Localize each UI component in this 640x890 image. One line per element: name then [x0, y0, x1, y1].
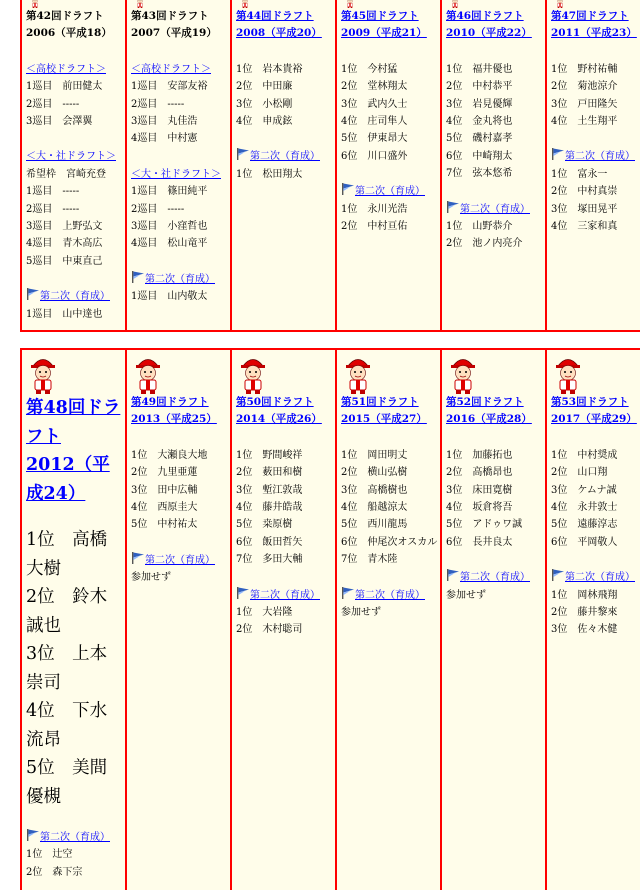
- flag-icon: [236, 587, 250, 599]
- pick-entry: 4位 坂倉将吾: [446, 502, 513, 514]
- draft-title[interactable]: 第50回ドラフト: [236, 396, 314, 408]
- pick-entry: 2位 中田廉: [236, 81, 293, 93]
- pick-entry: 3位 佐々木健: [551, 624, 618, 636]
- pick-entry: 1位 加藤拓也: [446, 449, 513, 461]
- draft-section: [236, 61, 332, 131]
- pick-entry: 参加せず: [341, 607, 381, 619]
- ikusei-section: [341, 183, 437, 235]
- draft-title[interactable]: 第49回ドラフト: [131, 396, 209, 408]
- pick-entry: 7位 多田大輔: [236, 554, 303, 566]
- pick-entry: 2位 鈴木誠也: [26, 587, 108, 636]
- pick-entry: 5位 西川龍馬: [341, 519, 408, 531]
- ikusei-section: [341, 587, 437, 622]
- draft-year-cell: [22, 0, 125, 330]
- pick-entry: 4位 船越涼太: [341, 502, 408, 514]
- draft-heading[interactable]: [341, 8, 437, 43]
- mascot-icon: [131, 0, 149, 8]
- section-label-text[interactable]: 第二次（育成）: [145, 273, 215, 285]
- pick-entry: 2巡目 -----: [26, 98, 80, 110]
- draft-year-cell: [547, 350, 640, 890]
- draft-section: [341, 61, 437, 165]
- flag-icon: [341, 183, 355, 195]
- pick-entry: 2位 中村真崇: [551, 186, 618, 198]
- flag-icon: [551, 148, 565, 160]
- section-label[interactable]: [341, 183, 437, 200]
- pick-entry: 2巡目 -----: [131, 98, 185, 110]
- draft-title[interactable]: 第51回ドラフト: [341, 396, 419, 408]
- flag-icon: [26, 288, 40, 300]
- mascot-icon: [446, 352, 480, 394]
- pick-entry: 3巡目 小窪哲也: [131, 221, 208, 233]
- pick-entry: 1巡目 -----: [26, 186, 80, 198]
- pick-entry: 3位 小松剛: [236, 98, 293, 110]
- pick-entry: 3位 高橋樹也: [341, 484, 408, 496]
- pick-entry: 6位 中崎翔太: [446, 150, 513, 162]
- section-label-text[interactable]: 第二次（育成）: [460, 203, 530, 215]
- draft-heading[interactable]: [236, 394, 332, 429]
- draft-heading[interactable]: [236, 8, 332, 43]
- pick-entry: 1位 高橋大樹: [26, 530, 108, 579]
- section-label-text[interactable]: ＜高校ドラフト＞: [131, 63, 211, 75]
- draft-year-cell: [442, 0, 545, 330]
- draft-year-cell: [127, 0, 230, 330]
- section-label[interactable]: [236, 148, 332, 165]
- draft-title[interactable]: 第52回ドラフト: [446, 396, 524, 408]
- flag-icon: [131, 552, 145, 564]
- section-label[interactable]: [131, 552, 227, 569]
- draft-table-row-2006-2011: [20, 0, 640, 332]
- pick-entry: 3位 武内久士: [341, 98, 408, 110]
- pick-entry: 1位 永川光浩: [341, 203, 408, 215]
- mascot-icon: [341, 352, 375, 394]
- section-label[interactable]: [446, 569, 542, 586]
- draft-year-cell: [127, 350, 230, 890]
- mascot-icon: [236, 0, 254, 8]
- draft-title[interactable]: 第48回ドラフト: [26, 398, 121, 447]
- pick-entry: 1巡目 山中達也: [26, 308, 103, 320]
- mascot-icon: [131, 352, 165, 394]
- pick-entry: 1位 野村祐輔: [551, 63, 618, 75]
- pick-entry: 5位 アドゥワ誠: [446, 519, 523, 531]
- pick-entry: 6位 川口盛外: [341, 150, 408, 162]
- pick-entry: 3巡目 会澤翼: [26, 116, 93, 128]
- draft-table-row-2012-2017: [20, 348, 640, 890]
- pick-entry: 4位 庄司隼人: [341, 116, 408, 128]
- flag-icon: [446, 569, 460, 581]
- section-label-text[interactable]: ＜大・社ドラフト＞: [131, 168, 221, 180]
- draft-year-cell: [442, 350, 545, 890]
- section-label[interactable]: [26, 148, 122, 165]
- draft-year[interactable]: 2012（平成24）: [26, 455, 110, 504]
- draft-year[interactable]: 2017（平成29）: [551, 413, 637, 426]
- flag-icon: [26, 829, 40, 841]
- mascot-icon: [236, 352, 270, 394]
- section-label[interactable]: [131, 271, 227, 288]
- draft-year[interactable]: 2013（平成25）: [131, 413, 217, 426]
- flag-icon: [341, 587, 355, 599]
- mascot-icon: [446, 0, 464, 8]
- pick-entry: 5位 中村祐太: [131, 519, 198, 531]
- pick-entry: 5位 遠藤淳志: [551, 519, 618, 531]
- pick-entry: 2位 横山弘樹: [341, 467, 408, 479]
- draft-year[interactable]: 2016（平成28）: [446, 413, 532, 426]
- pick-entry: 2位 池ノ内亮介: [446, 238, 523, 250]
- pick-entry: 5位 伊東昂大: [341, 133, 408, 145]
- pick-entry: 1位 福井優也: [446, 63, 513, 75]
- draft-heading[interactable]: [446, 8, 542, 43]
- pick-entry: 4位 西原圭大: [131, 502, 198, 514]
- pick-entry: 参加せず: [131, 572, 171, 584]
- draft-heading[interactable]: [551, 394, 640, 429]
- pick-entry: 2位 藤井黎來: [551, 607, 618, 619]
- draft-section: [551, 61, 640, 131]
- section-label[interactable]: [236, 587, 332, 604]
- pick-entry: 5位 桒原樹: [236, 519, 293, 531]
- ikusei-section: [26, 829, 122, 881]
- draft-heading[interactable]: [26, 394, 122, 508]
- draft-year-cell: [337, 0, 440, 330]
- draft-heading[interactable]: [446, 394, 542, 429]
- ikusei-section: [446, 201, 542, 253]
- draft-heading[interactable]: [341, 394, 437, 429]
- mascot-icon: [26, 352, 60, 394]
- section-label-text[interactable]: ＜大・社ドラフト＞: [26, 151, 116, 163]
- pick-entry: 3位 塚田晃平: [551, 203, 618, 215]
- pick-entry: 5位 磯村嘉孝: [446, 133, 513, 145]
- draft-year-cell: [337, 350, 440, 890]
- pick-entry: 2巡目 -----: [131, 203, 185, 215]
- pick-entry: 2位 中村恭平: [446, 81, 513, 93]
- ikusei-section: [131, 552, 227, 587]
- section-label[interactable]: [131, 61, 227, 78]
- draft-section: [26, 148, 122, 270]
- pick-entry: 2位 堂林翔太: [341, 81, 408, 93]
- draft-title: 第43回ドラフト: [131, 10, 209, 22]
- pick-entry: 6位 仲尾次オスカル: [341, 536, 438, 548]
- pick-entry: 7位 青木陸: [341, 554, 398, 566]
- pick-entry: 3位 ケムナ誠: [551, 484, 617, 496]
- draft-year[interactable]: 2011（平成23）: [551, 27, 637, 40]
- draft-title[interactable]: 第46回ドラフト: [446, 10, 524, 22]
- section-label-text[interactable]: 第二次（育成）: [250, 589, 320, 601]
- ikusei-section: [446, 569, 542, 604]
- draft-title[interactable]: 第47回ドラフト: [551, 10, 629, 22]
- pick-entry: 1位 岡林飛翔: [551, 589, 618, 601]
- pick-entry: 1位 辻空: [26, 849, 73, 861]
- draft-heading[interactable]: [551, 8, 640, 43]
- pick-entry: 1位 大瀬良大地: [131, 449, 208, 461]
- pick-entry: 2巡目 -----: [26, 203, 80, 215]
- section-label[interactable]: [131, 166, 227, 183]
- pick-entry: 参加せず: [446, 589, 486, 601]
- draft-year[interactable]: 2008（平成20）: [236, 27, 322, 40]
- draft-year-cell: [232, 0, 335, 330]
- pick-entry: 1位 松田翔太: [236, 168, 303, 180]
- pick-entry: 2位 森下宗: [26, 866, 83, 878]
- pick-entry: 2位 薮田和樹: [236, 467, 303, 479]
- section-label-text[interactable]: 第二次（育成）: [250, 151, 320, 163]
- pick-entry: 7位 弦本悠希: [446, 168, 513, 180]
- draft-title[interactable]: 第44回ドラフト: [236, 10, 314, 22]
- section-label[interactable]: [551, 148, 640, 165]
- mascot-icon: [26, 0, 44, 8]
- pick-entry: 1巡目 山内敬太: [131, 291, 208, 303]
- section-label-text[interactable]: 第二次（育成）: [460, 572, 530, 584]
- pick-entry: 3位 戸田隆矢: [551, 98, 618, 110]
- section-label[interactable]: [26, 829, 122, 846]
- pick-entry: 4位 永井敦士: [551, 502, 618, 514]
- mascot-icon: [551, 0, 569, 8]
- section-label-text[interactable]: 第二次（育成）: [565, 572, 635, 584]
- section-label[interactable]: [446, 201, 542, 218]
- pick-entry: 1位 富永一: [551, 168, 608, 180]
- flag-icon: [236, 148, 250, 160]
- pick-entry: 2位 木村聡司: [236, 624, 303, 636]
- pick-entry: 4位 三家和真: [551, 221, 618, 233]
- pick-entry: 2位 菊池涼介: [551, 81, 618, 93]
- mascot-icon: [341, 0, 359, 8]
- pick-entry: 3巡目 上野弘文: [26, 221, 103, 233]
- pick-entry: 2位 高橋昂也: [446, 467, 513, 479]
- pick-entry: 1巡目 前田健太: [26, 81, 103, 93]
- pick-entry: 6位 飯田哲矢: [236, 536, 303, 548]
- draft-section: [341, 447, 437, 569]
- draft-year[interactable]: 2015（平成27）: [341, 413, 427, 426]
- pick-entry: 4巡目 松山竜平: [131, 238, 208, 250]
- draft-section: [236, 447, 332, 569]
- section-label[interactable]: [341, 587, 437, 604]
- draft-year-cell: [547, 0, 640, 330]
- draft-title[interactable]: 第45回ドラフト: [341, 10, 419, 22]
- section-label[interactable]: [26, 288, 122, 305]
- pick-entry: 3位 塹江敦哉: [236, 484, 303, 496]
- draft-section: [446, 447, 542, 551]
- pick-entry: 3巡目 丸佳浩: [131, 116, 198, 128]
- flag-icon: [131, 271, 145, 283]
- section-label-text[interactable]: ＜高校ドラフト＞: [26, 63, 106, 75]
- section-label-text[interactable]: 第二次（育成）: [565, 151, 635, 163]
- pick-entry: 1巡目 篠田純平: [131, 186, 208, 198]
- draft-heading: [131, 8, 227, 43]
- pick-entry: 5位 美間優槻: [26, 758, 108, 807]
- draft-section: [446, 61, 542, 183]
- draft-section: [551, 447, 640, 551]
- ikusei-section: [26, 288, 122, 323]
- pick-entry: 1位 今村猛: [341, 63, 398, 75]
- pick-entry: 希望枠 宮崎充登: [26, 168, 106, 180]
- pick-entry: 3位 岩見優輝: [446, 98, 513, 110]
- pick-entry: 3位 上本崇司: [26, 644, 108, 693]
- pick-entry: 4巡目 青木高広: [26, 238, 103, 250]
- draft-title[interactable]: 第53回ドラフト: [551, 396, 629, 408]
- draft-year: 2006（平成18）: [26, 27, 112, 40]
- draft-section: [26, 526, 122, 811]
- pick-entry: 4位 金丸将也: [446, 116, 513, 128]
- pick-entry: 3位 田中広輔: [131, 484, 198, 496]
- flag-icon: [446, 201, 460, 213]
- pick-entry: 6位 長井良太: [446, 536, 513, 548]
- draft-year[interactable]: 2014（平成26）: [236, 413, 322, 426]
- draft-year-cell: [22, 350, 125, 890]
- ikusei-section: [551, 569, 640, 639]
- pick-entry: 2位 九里亜蓮: [131, 467, 198, 479]
- draft-section: [131, 447, 227, 534]
- mascot-icon: [551, 352, 585, 394]
- pick-entry: 2位 中村亘佑: [341, 221, 408, 233]
- draft-section: [26, 61, 122, 131]
- pick-entry: 1位 野間峻祥: [236, 449, 303, 461]
- ikusei-section: [236, 148, 332, 183]
- draft-heading[interactable]: [131, 394, 227, 429]
- pick-entry: 3位 床田寛樹: [446, 484, 513, 496]
- pick-entry: 1位 岡田明丈: [341, 449, 408, 461]
- pick-entry: 1位 岩本貴裕: [236, 63, 303, 75]
- section-label-text[interactable]: 第二次（育成）: [145, 554, 215, 566]
- pick-entry: 1位 山野恭介: [446, 221, 513, 233]
- flag-icon: [551, 569, 565, 581]
- draft-year[interactable]: 2009（平成21）: [341, 27, 427, 40]
- draft-section: [131, 166, 227, 253]
- pick-entry: 6位 平岡敬人: [551, 536, 618, 548]
- pick-entry: 1位 大岩隆: [236, 607, 293, 619]
- ikusei-section: [236, 587, 332, 639]
- section-label-text[interactable]: 第二次（育成）: [355, 186, 425, 198]
- draft-year[interactable]: 2010（平成22）: [446, 27, 532, 40]
- pick-entry: 4巡目 中村憲: [131, 133, 198, 145]
- pick-entry: 5巡目 中東直己: [26, 255, 103, 267]
- section-label[interactable]: [26, 61, 122, 78]
- pick-entry: 4位 藤井皓哉: [236, 502, 303, 514]
- ikusei-section: [551, 148, 640, 235]
- draft-title: 第42回ドラフト: [26, 10, 104, 22]
- section-label-text[interactable]: 第二次（育成）: [40, 832, 110, 843]
- pick-entry: 2位 山口翔: [551, 467, 608, 479]
- section-label-text[interactable]: 第二次（育成）: [355, 589, 425, 601]
- pick-entry: 1巡目 安部友裕: [131, 81, 208, 93]
- draft-year-cell: [232, 350, 335, 890]
- draft-year: 2007（平成19）: [131, 27, 217, 40]
- pick-entry: 4位 申成鉉: [236, 116, 293, 128]
- draft-heading: [26, 8, 122, 43]
- section-label-text[interactable]: 第二次（育成）: [40, 291, 110, 303]
- pick-entry: 1位 中村奨成: [551, 449, 618, 461]
- draft-section: [131, 61, 227, 148]
- pick-entry: 4位 下水流昂: [26, 701, 108, 750]
- pick-entry: 4位 土生翔平: [551, 116, 618, 128]
- section-label[interactable]: [551, 569, 640, 586]
- ikusei-section: [131, 271, 227, 306]
